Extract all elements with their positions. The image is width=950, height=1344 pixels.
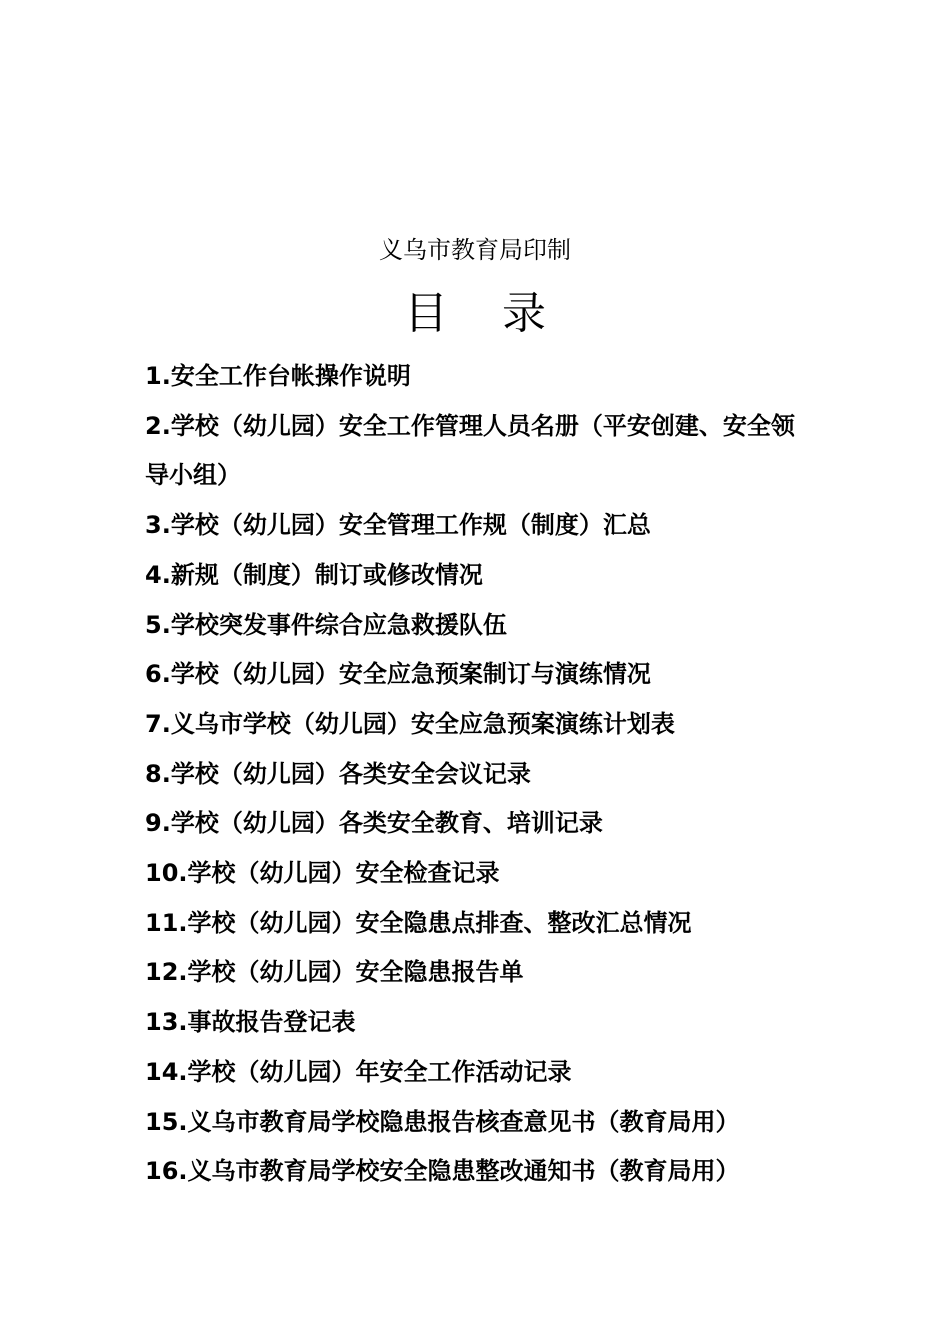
toc-item-15: 15.义乌市教育局学校隐患报告核查意见书（教育局用）	[145, 1107, 740, 1136]
toc-item-9: 9.学校（幼儿园）各类安全教育、培训记录	[145, 809, 603, 838]
toc-item-14: 14.学校（幼儿园）年安全工作活动记录	[145, 1057, 572, 1086]
toc-item-6: 6.学校（幼儿园）安全应急预案制订与演练情况	[145, 660, 651, 689]
toc-list	[145, 352, 815, 1197]
publisher-line: 义乌市教育局印制	[379, 236, 571, 264]
toc-item-13: 13.事故报告登记表	[145, 1008, 356, 1037]
toc-item-1: 1.安全工作台帐操作说明	[145, 362, 411, 390]
toc-item-3: 3.学校（幼儿园）安全管理工作规（制度）汇总	[145, 511, 651, 540]
toc-item-11: 11.学校（幼儿园）安全隐患点排查、整改汇总情况	[145, 908, 692, 937]
toc-item-8: 8.学校（幼儿园）各类安全会议记录	[145, 759, 531, 788]
toc-item-5: 5.学校突发事件综合应急救援队伍	[145, 610, 507, 639]
toc-title: 目 录	[404, 288, 566, 339]
toc-item-12: 12.学校（幼儿园）安全隐患报告单	[145, 958, 524, 987]
toc-item-16: 16.义乌市教育局学校安全隐患整改通知书（教育局用）	[145, 1157, 740, 1186]
toc-item-4: 4.新规（制度）制订或修改情况	[145, 560, 483, 589]
toc-item-7: 7.义乌市学校（幼儿园）安全应急预案演练计划表	[145, 709, 675, 738]
toc-item-2: 2.学校（幼儿园）安全工作管理人员名册（平安创建、安全领导小组）	[145, 411, 795, 490]
toc-item-10: 10.学校（幼儿园）安全检查记录	[145, 859, 500, 888]
